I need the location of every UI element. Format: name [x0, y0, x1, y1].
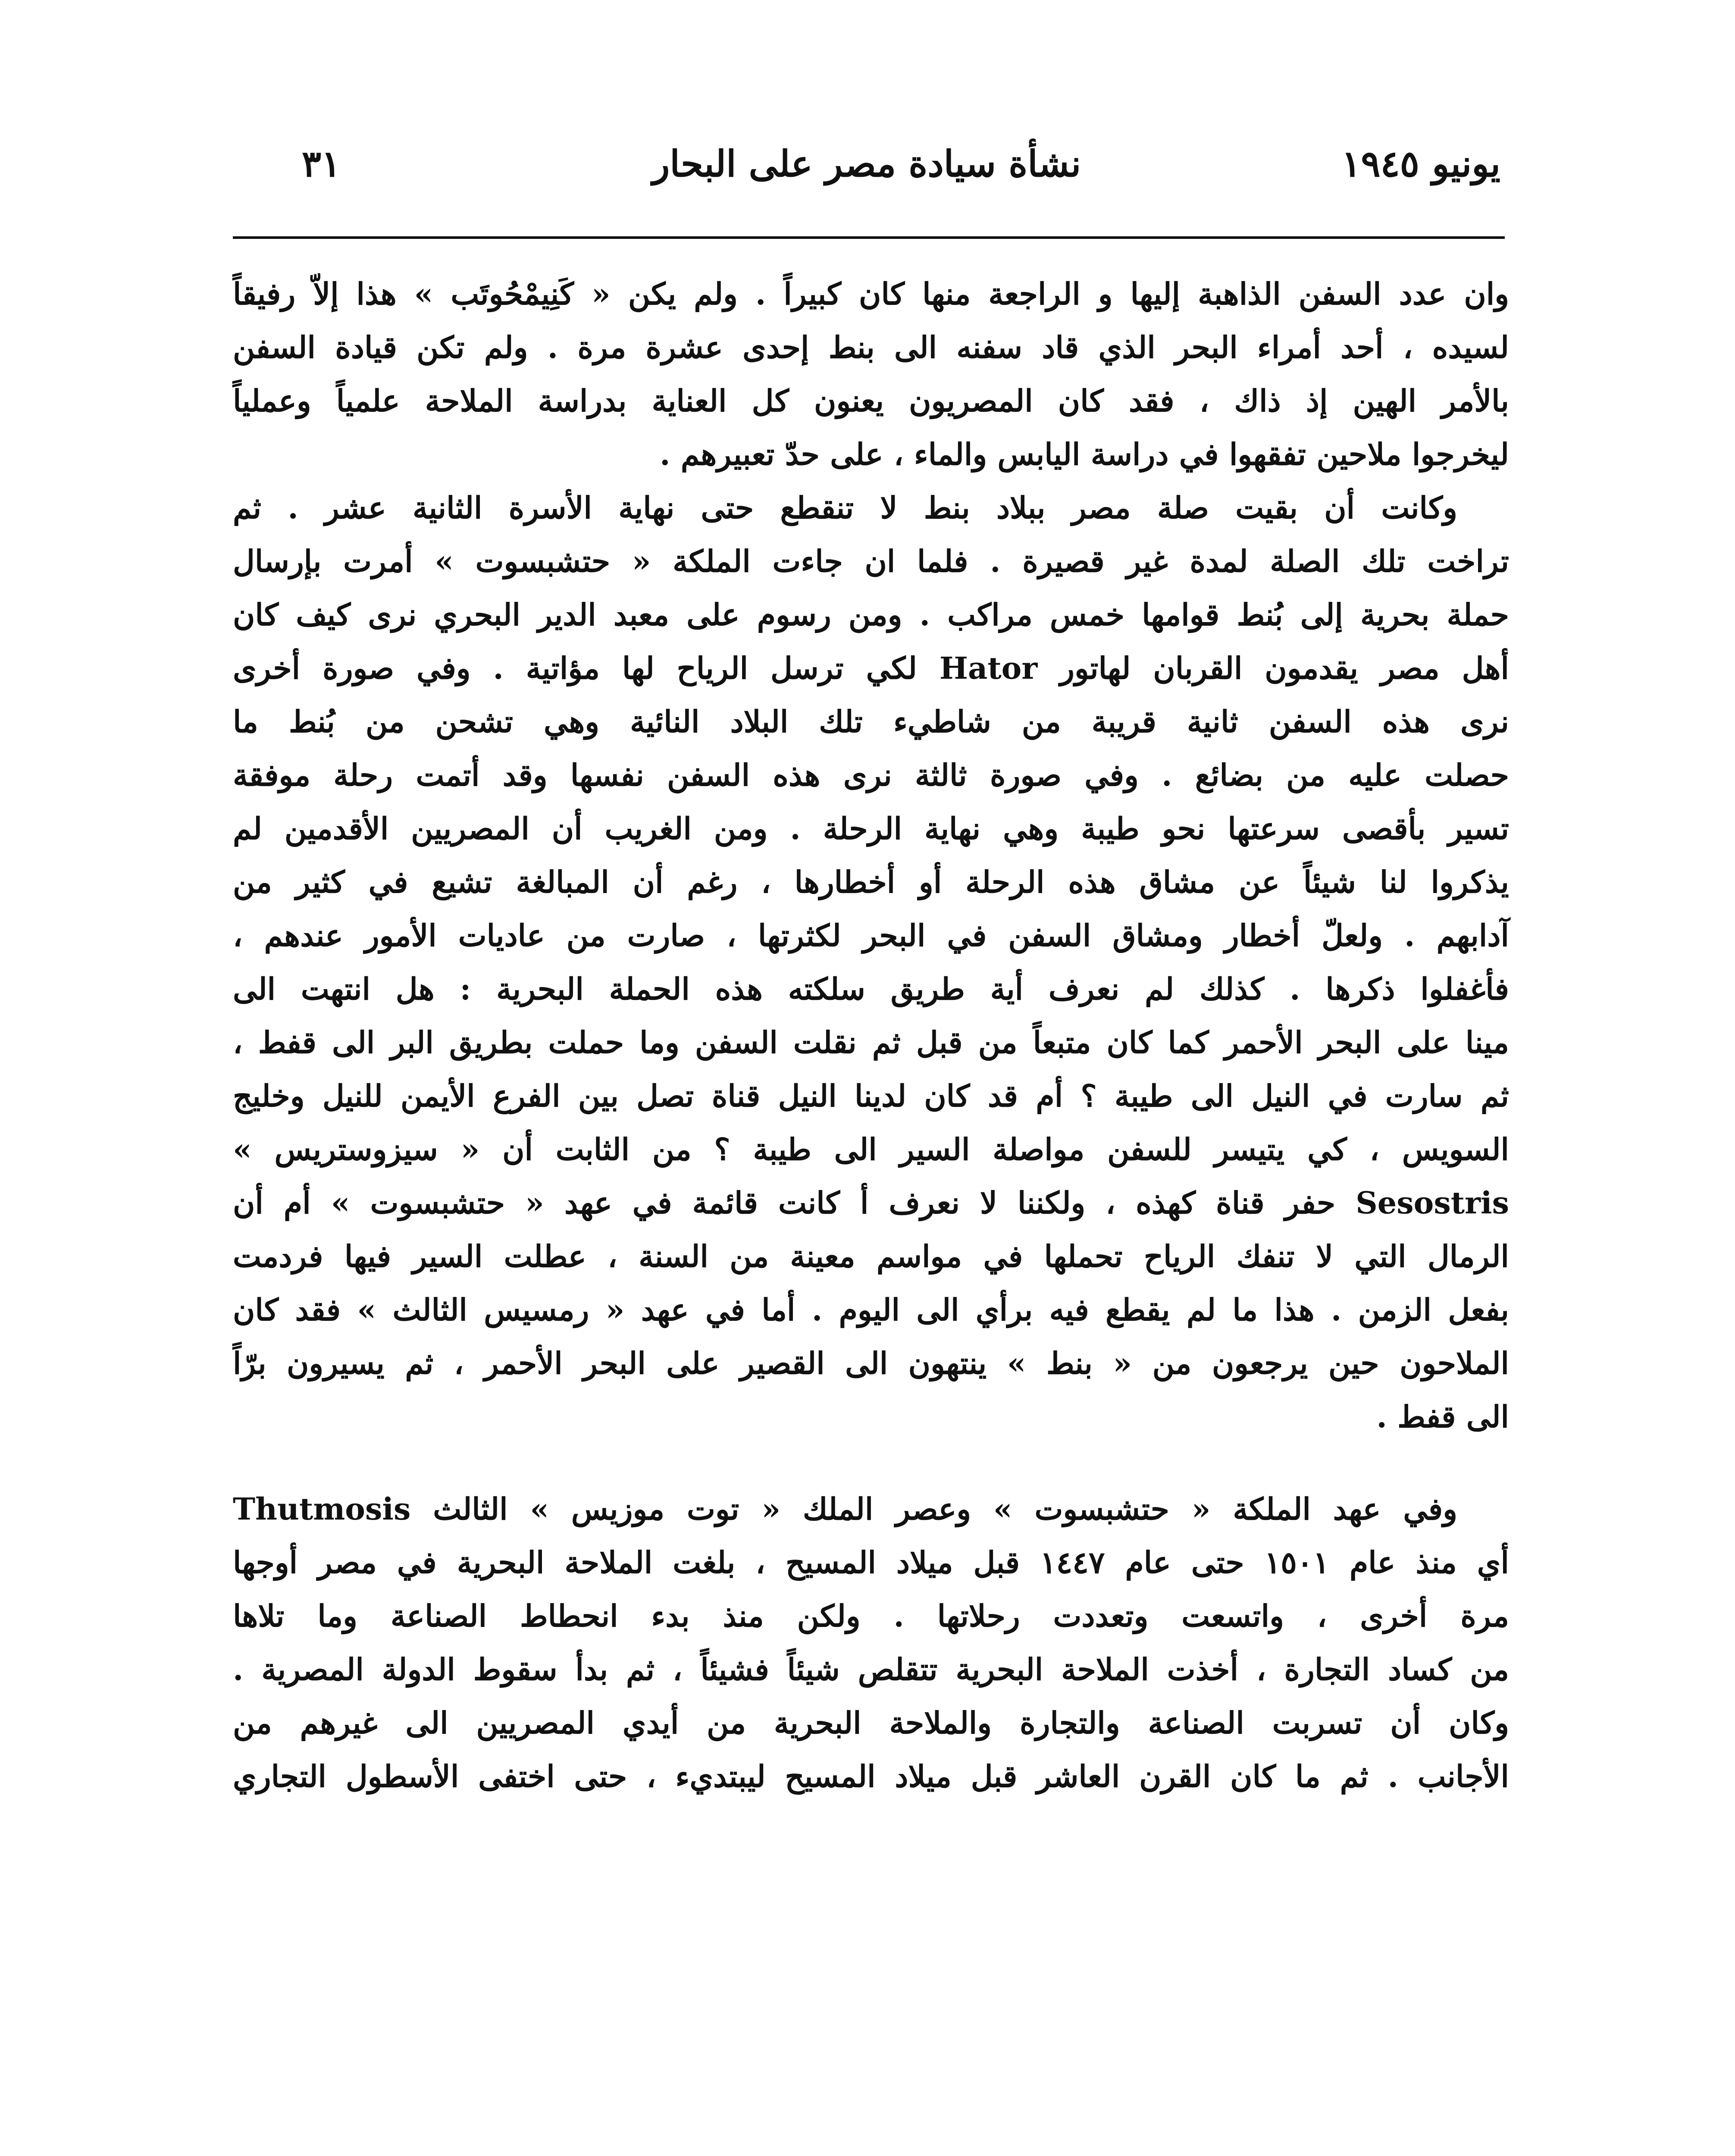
header-title: نشأة سيادة مصر على البحار	[652, 142, 1081, 185]
text-line: ليخرجوا ملاحين تفقهوا في دراسة اليابس والماء ، على حدّ تعبيرهم .	[660, 436, 1509, 472]
text-line: تسير بأقصى سرعتها نحو طيبة وهي نهاية الرحلة . ومن الغريب أن المصريين الأقدمين لم	[233, 811, 1509, 846]
text-line: وكان أن تسربت الصناعة والتجارة والملاحة البحرية من أيدي المصريين الى غيرهم من	[233, 1705, 1509, 1741]
text-line: السويس ، كي يتيسر للسفن مواصلة السير الى طيبة ؟ من الثابت أن « سيزوستريس »	[233, 1131, 1509, 1167]
text-line: آدابهم . ولعلّ أخطار ومشاق السفن في البحر لكثرتها ، صارت من عاديات الأمور عندهم ،	[233, 918, 1509, 953]
article-body	[233, 267, 1509, 1803]
text-line: وكانت أن بقيت صلة مصر ببلاد بنط لا تنقطع حتى نهاية الأسرة الثانية عشر . ثم	[233, 490, 1457, 526]
text-line: وان عدد السفن الذاهبة إليها و الراجعة منها كان كبيراً . ولم يكن « كَنِيمْحُوتَب » هذا إلاّ رفيقاً	[233, 276, 1509, 312]
text-line: وفي عهد الملكة « حتشبسوت » وعصر الملك « توت موزيس » الثالث Thutmosis	[233, 1491, 1457, 1527]
text-line: مرة أخرى ، واتسعت وتعددت رحلاتها . ولكن منذ بدء انحطاط الصناعة وما تلاها	[233, 1598, 1509, 1634]
paragraph-3	[233, 1482, 1509, 1803]
paragraph-1	[233, 267, 1509, 481]
text-line: الأجانب . ثم ما كان القرن العاشر قبل ميلاد المسيح ليبتديء ، حتى اختفى الأسطول التجاري	[233, 1758, 1509, 1794]
text-line: Sesostris حفر قناة كهذه ، ولكننا لا نعرف أ كانت قائمة في عهد « حتشبسوت » أم أن	[233, 1185, 1509, 1221]
text-line: حصلت عليه من بضائع . وفي صورة ثالثة نرى هذه السفن نفسها وقد أتمت رحلة موفقة	[233, 757, 1509, 793]
paragraph-gap	[233, 1444, 1509, 1482]
text-line: بالأمر الهين إذ ذاك ، فقد كان المصريون يعنون كل العناية بدراسة الملاحة علمياً وعملياً	[233, 383, 1509, 419]
page-number: ٣١	[302, 142, 341, 185]
page-header	[233, 142, 1500, 211]
header-date: يونيو ١٩٤٥	[1341, 142, 1500, 185]
text-line: ثم سارت في النيل الى طيبة ؟ أم قد كان لدينا النيل قناة تصل بين الفرع الأيمن للنيل وخليج	[233, 1078, 1509, 1114]
text-line: أي منذ عام ١٥٠١ حتى عام ١٤٤٧ قبل ميلاد المسيح ، بلغت الملاحة البحرية في مصر أوجها	[233, 1545, 1509, 1580]
text-line: الى قفط .	[1376, 1399, 1509, 1435]
text-line: بفعل الزمن . هذا ما لم يقطع فيه برأي الى اليوم . أما في عهد « رمسيس الثالث » فقد كان	[233, 1292, 1509, 1328]
paragraph-2	[233, 481, 1509, 1444]
text-line: حملة بحرية إلى بُنط قوامها خمس مراكب . ومن رسوم على معبد الدير البحري نرى كيف كان	[233, 597, 1509, 633]
text-line: يذكروا لنا شيئاً عن مشاق هذه الرحلة أو أخطارها ، رغم أن المبالغة تشيع في كثير من	[233, 864, 1509, 900]
text-line: لسيده ، أحد أمراء البحر الذي قاد سفنه الى بنط إحدى عشرة مرة . ولم تكن قيادة السفن	[233, 329, 1509, 365]
text-line: فأغفلوا ذكرها . كذلك لم نعرف أية طريق سلكته هذه الحملة البحرية : هل انتهت الى	[233, 971, 1509, 1007]
text-line: من كساد التجارة ، أخذت الملاحة البحرية تتقلص شيئاً فشيئاً ، ثم بدأ سقوط الدولة المصرية .	[233, 1651, 1509, 1687]
text-line: أهل مصر يقدمون القربان لهاتور Hator لكي ترسل الرياح لها مؤاتية . وفي صورة أخرى	[233, 650, 1509, 686]
text-line: الملاحون حين يرجعون من « بنط » ينتهون الى القصير على البحر الأحمر ، ثم يسيرون برّاً	[233, 1345, 1509, 1381]
text-line: مينا على البحر الأحمر كما كان متبعاً من قبل ثم نقلت السفن وما حملت بطريق البر الى قفط ،	[233, 1025, 1509, 1060]
header-rule	[233, 236, 1505, 239]
text-line: نرى هذه السفن ثانية قريبة من شاطيء تلك البلاد النائية وهي تشحن من بُنط ما	[233, 704, 1509, 740]
text-line: تراخت تلك الصلة لمدة غير قصيرة . فلما ان جاءت الملكة « حتشبسوت » أمرت بإرسال	[233, 543, 1509, 579]
text-line: الرمال التي لا تنفك الرياح تحملها في مواسم معينة من السنة ، عطلت السير فيها فردمت	[233, 1238, 1509, 1274]
